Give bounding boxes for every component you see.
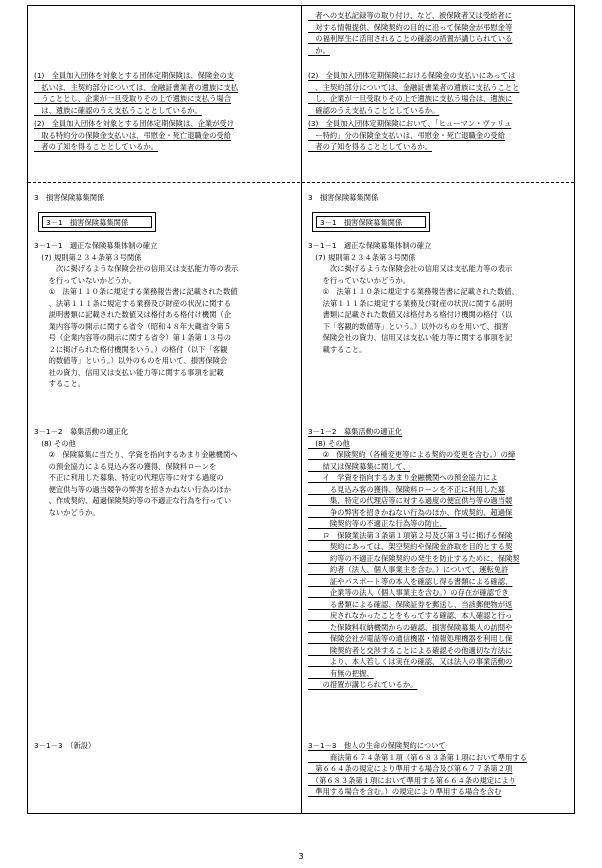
right-item-3: (3) 全員加入団体定期保険において、「ヒューマン・ヴァリュ ー特約」分の保険金支払いは、弔慰金・死亡退職金の受給 者の了知を得ることとしているか。 — [308, 119, 512, 151]
right-item-2: (2) 全員加入団体定期保険における保険金の支払いにあっては 、主契約部分については、金融証書業者の遺族に支払うことと し、企業が一旦受取りその上で遺族に支払う場合は、遺族に 確認のうえ支払うこととしているか。 — [308, 71, 520, 115]
left-section-3-1-1: 3－1－1 適正な保険募集体制の確立 (7) 規則第２３４条第３号関係 次に掲げるような保険会社の信用又は支払能力等の表示 を行っていないかどうか。 ① 法第１１０条に規定する業務報告書に記載された数値 、法第１１１条に規定する業務及び財産の状況に関する 説明書類に記載された数値又は格付ある格付け機関（企 業内容等の開示に関する省令（昭和４８年大蔵省令第５ 号（企業内容等の開示に関する省令）第１条第１３号の ２に掲げられた格付機関をいう。）の格付（以下「客観 的数値等」という。）以外のものを用いて、損害保険会 社の資力、信用又は支払い能力等に関する事項を記載 すること。 — [34, 241, 239, 388]
right-heading-3: 3 損害保険募集関係 — [308, 193, 379, 202]
right-section-box-label: 3－1 損害保険募集関係 — [316, 216, 426, 228]
page-number: 3 — [298, 852, 304, 861]
left-section-3-1-2: 3－1－2 募集活動の適正化 (8) その他 ② 保険募集に当たり、学資を指向するあまり金融機関へ の預金協力による見込み客の獲得、保険料ローンを 不正に利用した募集、特定の代理店等に対する過度の 便宜供与等の過当競争の弊害を招きかねない行為のほか 、作成契約、超過保険契約等の不適正な行為を行ってい ないかどうか。 — [34, 427, 238, 517]
left-item-1: (1) 全員加入団体を対象とする団体定期保険は、保険金の支 払いは、主契約部分については、金融証書業者の遺族に支払 うこととし、企業が一旦受取りその上で遺族に支払う場合 は、遺族に確認のうえ支払うこととしているか。 — [34, 71, 239, 115]
right-section-3-1-3: 3－1－3 他人の生命の保険契約について 商法第６７４条第１項（第６８３条第１項において準用する 第６６４条の規定により準用する場合及び第６７７条第２項 （第６８３条第１項において準用する第６６４条の規定により 準用する場合を含む。）の規定により準用する場合を含む — [308, 741, 527, 796]
right-section-3-1-1: 3－1－1 適正な保険募集体制の確立 (7) 規則第２３４条第３号関係 次に掲げるような保険会社の信用又は支払能力等の表示 を行っていないかどうか。 ① 法第１１０条に規定する業務報告書に記載された数値、 法第１１１条に規定する業務及び財産の状況に関する説明 書類に記載された数値又は格付ある格付け機関の格付（以 下「客観的数値等」という。）以外のものを用いて、損害 保険会社の資力、信用又は支払い能力等に関する事項を記 載すること。 — [308, 241, 519, 354]
left-section-box-label: 3－1 損害保険募集関係 — [42, 216, 152, 228]
right-section-3-1-2: 3－1－2 募集活動の適正化 (8) その他 ② 保険契約（各種変更等による契約の変更を含む。）の締 結又は保険募集に関して、 イ 学資を指向するあまり金融機関への預金協力によ る見込み客の獲得、保険料ローンを不正に利用した募 集、特定の代理店等に対する過度の便宜供与等の過当競 争の弊害を招きかねない行為のほか、作成契約、超過保 険契約等の不適正な行為等の防止、 ロ 保険業法第３条第１項第２号及び第３号に掲げる保険 契約にあっては、架空契約や保険金詐取を目的とする契 約等の不適正な保険契約の発生を防止するために、保険契 約者（法人、個人事業主を含む。）について、運転免許 証やパスポート等の本人を確認し得る書類による確認、 企業等の法人（個人事業主を含む。）の存在が確認でき る書類による確認、保険証券を郵送し、当該郵便物が返 戻されなかったことをもってする確認、本人確認と行っ た保険料収納機関からの確認、損害保険募集人の訪問や 保険会社が電話等の通信機器・情報処理機器を利用し保 険契約者と交渉することによる確認その他適切な方法に より、本人若しくは実在の確認、又は法人の事業活動の 有無の把握、 の措置が講じられているか。 — [308, 427, 520, 689]
left-item-2: (2) 全員加入団体を対象とする団体定期保険は、企業が受け 取る特約分の保険金支払いは、弔慰金・死亡退職金の受給 者の了知を得ることとしているか。 — [34, 119, 235, 151]
left-section-3-1-3: 3－1－3 （新設） — [34, 741, 96, 750]
right-section-box — [312, 212, 430, 232]
section-separator — [28, 182, 574, 183]
left-heading-3: 3 損害保険募集関係 — [34, 193, 105, 202]
right-item-0: 者への支払記録等の取り付け、など、被保険者又は受給者に 対する情報提供、保険契約の目的に沿って保険金が弔慰金等 の福利厚生に活用されることの確認の措置が講じられている か。 — [315, 11, 513, 55]
left-section-box — [38, 212, 156, 232]
comparison-table — [27, 5, 575, 814]
column-divider — [301, 6, 302, 813]
